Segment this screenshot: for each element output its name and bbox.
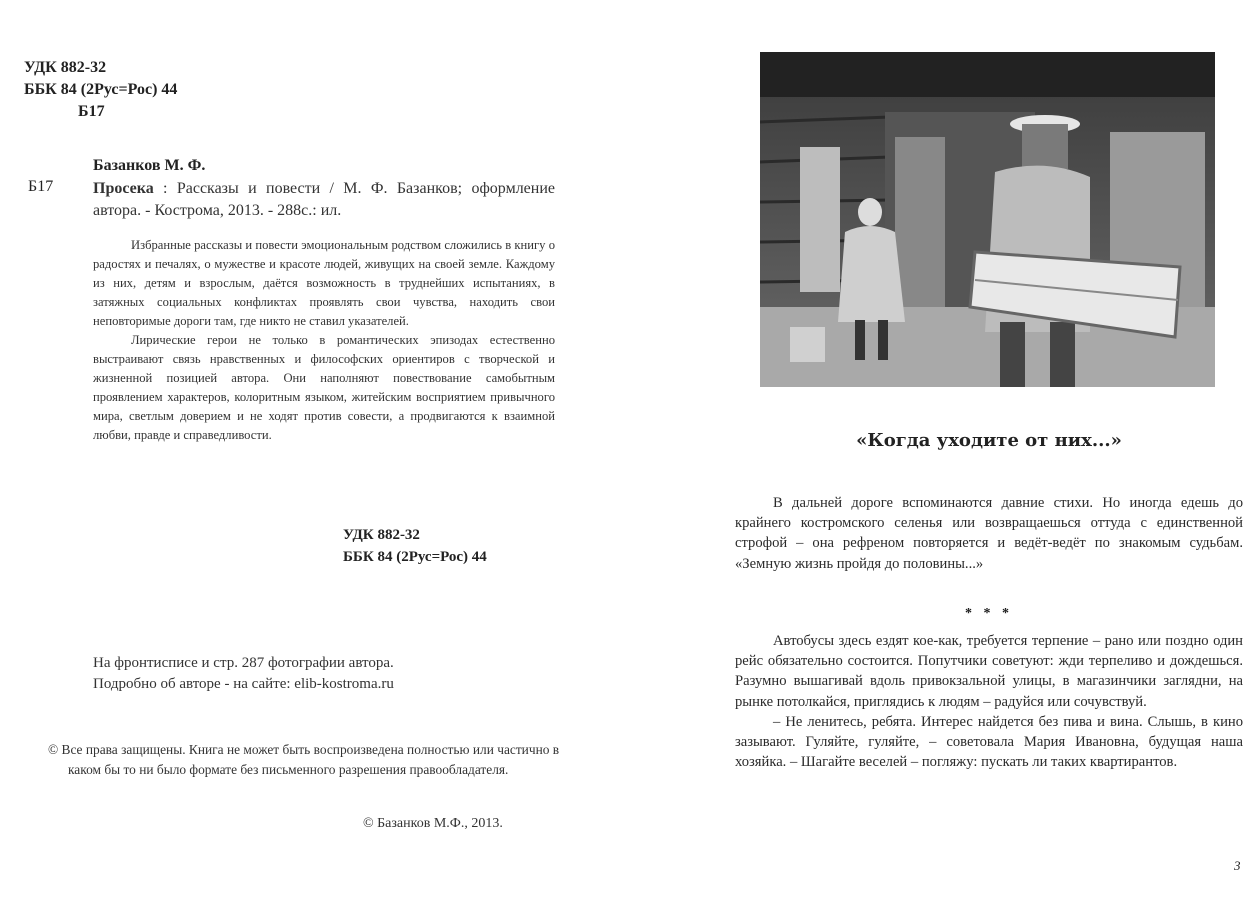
- book-description: : Рассказы и повести / М. Ф. Базанков; оформление автора. - Кострома, 2013. - 288с.: ил.: [93, 180, 555, 219]
- author-mark-2: Б17: [28, 178, 54, 195]
- text-paragraph: Автобусы здесь ездят кое-как, требуется терпение – рано или поздно один рейс обязательно состоится. Попутчики советуют: жди терпеливо и дождешься. Разумно вышагивай вдоль привокзальной улицы, в магазинчики заглядни, на рынке потолкайся, приглядись к людям – радуйся или сочувствуй.: [735, 633, 1243, 710]
- photo-illustration: [760, 52, 1215, 387]
- copyright: © Базанков М.Ф., 2013.: [363, 816, 503, 831]
- udk-code: УДК 882-32: [24, 59, 107, 76]
- bibliographic-record: [93, 178, 555, 222]
- book-title: Просека: [93, 180, 154, 197]
- text-paragraph: – Не ленитесь, ребята. Интерес найдется без пива и вина. Слышь, в кино зазывают. Гуляйте, гуляйте, – советовала Мария Ивановна, будущая наша хозяйка. – Шагайте веселей – погляжу: пускать ли таких квартирантов.: [735, 713, 1243, 771]
- chapter-text-2: [735, 631, 1243, 772]
- rights-text: © Все права защищены. Книга не может быть воспроизведена полностью или частично в каком бы то ни было формате без письменного разрешения правообладателя.: [48, 742, 560, 777]
- udk-code-2: УДК 882-32: [343, 527, 420, 543]
- text-paragraph: В дальней дороге вспоминаются давние стихи. Но иногда едешь до крайнего костромского селенья или возвращаешься оттуда с единственной строфой – она рефреном повторяется и ведёт-ведёт по знакомым судьбам. «Земную жизнь пройдя до половины...»: [735, 495, 1243, 572]
- bbk-code-2: ББК 84 (2Рус=Рос) 44: [343, 549, 487, 565]
- annotation-paragraph: Лирические герои не только в романтических эпизодах естественно выстраивают связь нравственных и философских ориентиров с творческой и жизненной позицией автора. Они наполняют повествование самобытным проявлением характеров, колоритным языком, житейским восприятием привычного мира, светлым доверием и не ходят против совести, а продвигаются к взаимной любви, правде и справедливости.: [93, 333, 555, 442]
- frontispiece-photo: [760, 52, 1215, 387]
- author-mark: Б17: [78, 103, 105, 120]
- chapter-title: «Когда уходите от них...»: [856, 430, 1122, 451]
- section-separator: * * *: [965, 606, 1013, 621]
- annotation: [93, 236, 555, 445]
- bbk-code: ББК 84 (2Рус=Рос) 44: [24, 81, 178, 98]
- page-number: 3: [1234, 858, 1241, 873]
- photo-note: На фронтисписе и стр. 287 фотографии автора.: [93, 655, 394, 671]
- site-note: Подробно об авторе - на сайте: elib-kostroma.ru: [93, 676, 394, 692]
- annotation-paragraph: Избранные рассказы и повести эмоциональным родством сложились в книгу о радостях и печалях, о мужестве и красоте людей, живущих на своей земле. Каждому из них, детям и взрослым, даётся возможность в труднейших испытаниях, в затяжных социальных конфликтах проявлять свои чувства, находить свои неповторимые дороги там, где никто не ставил указателей.: [93, 238, 555, 328]
- author-name: Базанков М. Ф.: [93, 157, 206, 174]
- rights-notice: [48, 740, 558, 780]
- chapter-text: [735, 493, 1243, 574]
